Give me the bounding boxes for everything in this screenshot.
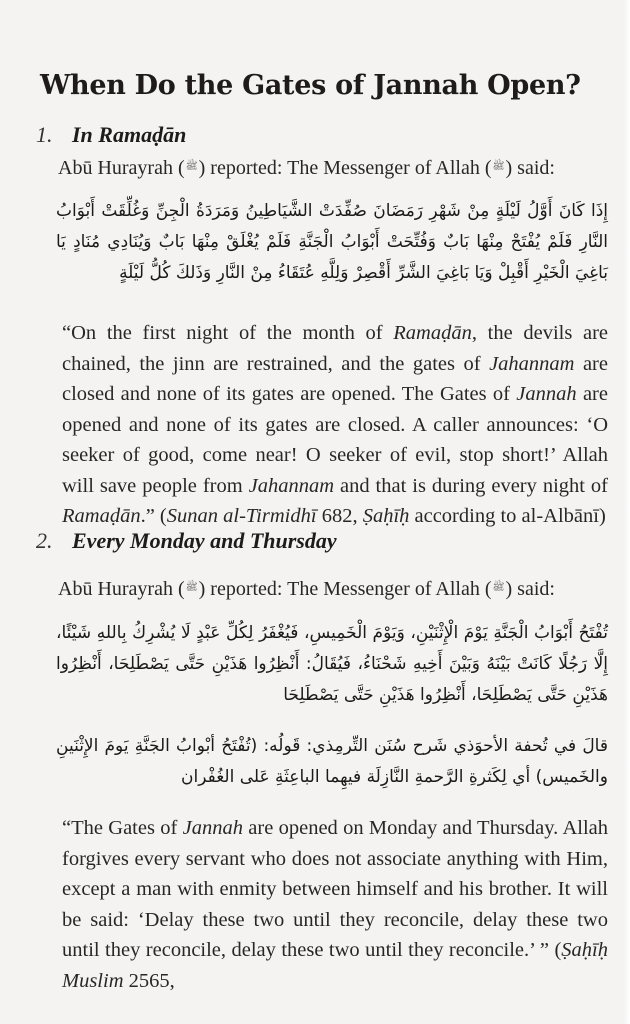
narrator-text: ) reported: The Messenger of Allah ( (198, 157, 492, 179)
honorific-icon: ﷺ (492, 161, 505, 173)
text: 2565, (123, 969, 175, 992)
narrator-text: Abū Hurayrah ( (58, 157, 185, 179)
honorific-icon: ﷺ (492, 582, 505, 594)
text: 682, (316, 505, 363, 527)
hadith-translation (62, 813, 608, 996)
section-label: In Ramaḍān (72, 122, 187, 147)
text: are opened on Monday and Thursday. Allah forgives every servant who does not associate anything with Him, except a man with enmity between himself and his brother. It will be said: ‘Delay these two until they reconcile, delay these two until they reconcile, delay these two until they reconcile.’ ” ( (62, 817, 608, 961)
page-title: When Do the Gates of Jannah Open? (40, 70, 581, 101)
section-label: Every Monday and Thursday (72, 528, 337, 553)
narrator-line (58, 153, 618, 183)
narrator-text: Abū Hurayrah ( (58, 578, 185, 600)
section-heading-monday-thursday (36, 528, 337, 554)
arabic-commentary: قالَ في تُحفة الأحوَذي شَرح سُنَن التِّرمِذي: قَولُه: (تُفْتَحُ أبْوابُ الجَنَّةِ يَومَ الإِثْنَينِ والخَميس) أي لِكَثرةِ الرَّحمةِ النَّازِلَة فيهِما الباعِثَةِ عَلى الغُفْران (56, 736, 608, 787)
text: are closed and none of its gates are opened. The Gates of (62, 352, 608, 405)
grading: Ṣaḥīḥ (362, 505, 410, 527)
text: according to al-Albānī) (409, 505, 606, 527)
narrator-text: ) reported: The Messenger of Allah ( (198, 578, 492, 600)
text: , the devils are chained, the jinn are restrained, and the gates of (62, 322, 608, 375)
text: “The Gates of (62, 817, 183, 839)
italic-term: Jannah (182, 817, 243, 839)
citation-source: Sunan al-Tirmidhī (166, 505, 317, 527)
honorific-icon: ﷺ (185, 582, 198, 594)
narrator-line (58, 574, 618, 604)
italic-term: Ramaḍān (393, 322, 472, 344)
italic-term: Jahannam (248, 474, 335, 497)
text: .” ( (140, 505, 167, 527)
text: “On the first night of the month of (62, 322, 394, 344)
arabic-hadith: إِذَا كَانَ أَوَّلُ لَيْلَةٍ مِنْ شَهْرِ رَمَضَانَ صُفِّدَتْ الشَّيَاطِينُ وَمَرَدَةُ الْجِنِّ وَغُلِّقَتْ أَبْوَابُ النَّارِ فَلَمْ يُفْتَحْ مِنْهَا بَابٌ وَفُتِّحَتْ أَبْوَابُ الْجَنَّةِ فَلَمْ يُغْلَقْ مِنْهَا بَابٌ وَيُنَادِي مُنَادٍ يَا بَاغِيَ الْخَيْرِ أَقْبِلْ وَيَا بَاغِيَ الشَّرِّ أَقْصِرْ وَلِلَّهِ عُتَقَاءُ مِنْ النَّارِ وَذَلكَ كُلُّ لَيْلَةٍ (56, 201, 608, 283)
section-number: 2. (36, 528, 53, 553)
section-heading-ramadan (36, 122, 186, 148)
text: and that is during every night of (334, 474, 609, 497)
page-edge (624, 0, 630, 1024)
text: are opened and none of its gates are closed. A caller announces: ‘O seeker of good, come near! O seeker of evil, stop short!’ Allah will save people from (62, 383, 608, 497)
hadith-translation (62, 318, 608, 532)
italic-term: Jahannam (489, 352, 575, 375)
italic-term: Jannah (516, 383, 577, 405)
narrator-text: ) said: (505, 157, 555, 179)
narrator-text: ) said: (505, 578, 555, 600)
honorific-icon: ﷺ (185, 161, 198, 173)
section-number: 1. (36, 122, 53, 147)
citation-source: Ṣaḥīḥ Muslim (62, 939, 608, 992)
arabic-hadith: تُفْتَحُ أَبْوَابُ الْجَنَّةِ يَوْمَ الْإِثْنَيْنِ، وَيَوْمَ الْخَمِيسِ، فَيُغْفَرُ لِكُلِّ عَبْدٍ لَا يُشْرِكُ بِاللهِ شَيْئًا، إِلَّا رَجُلًا كَانَتْ بَيْنَهُ وَبَيْنَ أَخِيهِ شَحْنَاءُ، فَيُقَالُ: أَنْظِرُوا هَذَيْنِ حَتَّى يَصْطَلِحَا، أَنْظِرُوا هَذَيْنِ حَتَّى يَصْطَلِحَا، أَنْظِرُوا هَذَيْنِ حَتَّى يَصْطَلِحَا (56, 623, 608, 705)
italic-term: Ramaḍān (62, 505, 141, 527)
